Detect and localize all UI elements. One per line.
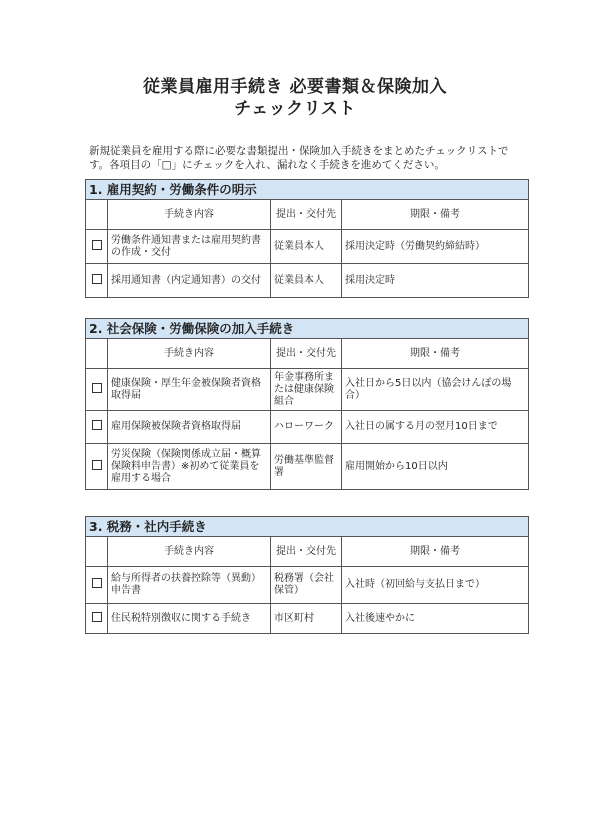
submit-cell: 年金事務所または健康保険組合: [271, 369, 342, 411]
checkbox-column-header: [86, 200, 108, 230]
checkbox[interactable]: [86, 230, 108, 264]
task-cell: 労働条件通知書または雇用契約書の作成・交付: [108, 230, 271, 264]
submit-cell: 従業員本人: [271, 264, 342, 298]
checkbox[interactable]: [86, 264, 108, 298]
deadline-cell: 採用決定時: [342, 264, 529, 298]
submit-cell: 従業員本人: [271, 230, 342, 264]
table-row: [86, 264, 529, 298]
deadline-cell: 入社日の属する月の翌月10日まで: [342, 411, 529, 444]
checkbox[interactable]: [86, 604, 108, 634]
deadline-cell: 入社日から5日以内（協会けんぽの場合）: [342, 369, 529, 411]
checkbox-column-header: [86, 537, 108, 567]
task-cell: 給与所得者の扶養控除等（異動）申告書: [108, 567, 271, 604]
task-cell: 健康保険・厚生年金被保険者資格取得届: [108, 369, 271, 411]
task-cell: 雇用保険被保険者資格取得届: [108, 411, 271, 444]
task-cell: 住民税特別徴収に関する手続き: [108, 604, 271, 634]
deadline-column-header: 期限・備考: [342, 339, 529, 369]
table-row: [86, 567, 529, 604]
task-cell: 採用通知書（内定通知書）の交付: [108, 264, 271, 298]
section-3-table: [85, 516, 529, 634]
submit-column-header: 提出・交付先: [271, 200, 342, 230]
section-2-title: 2. 社会保険・労働保険の加入手続き: [86, 319, 529, 339]
title-line-1: 従業員雇用手続き 必要書類＆保険加入: [143, 77, 447, 97]
intro-line-2: す。各項目の「□」にチェックを入れ、漏れなく手続きを進めてください。: [89, 159, 445, 171]
page-title: [0, 76, 590, 120]
task-column-header: 手続き内容: [108, 537, 271, 567]
checkbox[interactable]: [86, 567, 108, 604]
section-1-title: 1. 雇用契約・労働条件の明示: [86, 180, 529, 200]
submit-cell: 労働基準監督署: [271, 444, 342, 490]
deadline-cell: 採用決定時（労働契約締結時）: [342, 230, 529, 264]
deadline-cell: 雇用開始から10日以内: [342, 444, 529, 490]
submit-column-header: 提出・交付先: [271, 339, 342, 369]
task-column-header: 手続き内容: [108, 339, 271, 369]
checkbox-column-header: [86, 339, 108, 369]
task-column-header: 手続き内容: [108, 200, 271, 230]
submit-cell: ハローワーク: [271, 411, 342, 444]
title-line-2: チェックリスト: [234, 99, 356, 119]
section-1-table: [85, 179, 529, 298]
submit-cell: 市区町村: [271, 604, 342, 634]
section-3-title: 3. 税務・社内手続き: [86, 517, 529, 537]
intro-text: [89, 144, 529, 172]
deadline-column-header: 期限・備考: [342, 537, 529, 567]
checkbox[interactable]: [86, 411, 108, 444]
table-row: [86, 369, 529, 411]
checkbox[interactable]: [86, 369, 108, 411]
intro-line-1: 新規従業員を雇用する際に必要な書類提出・保険加入手続きをまとめたチェックリストで: [89, 145, 509, 157]
deadline-cell: 入社後速やかに: [342, 604, 529, 634]
table-row: [86, 604, 529, 634]
submit-column-header: 提出・交付先: [271, 537, 342, 567]
section-2-table: [85, 318, 529, 490]
task-cell: 労災保険（保険関係成立届・概算保険料申告書）※初めて従業員を雇用する場合: [108, 444, 271, 490]
submit-cell: 税務署（会社保管）: [271, 567, 342, 604]
deadline-cell: 入社時（初回給与支払日まで）: [342, 567, 529, 604]
deadline-column-header: 期限・備考: [342, 200, 529, 230]
table-row: [86, 230, 529, 264]
table-row: [86, 444, 529, 490]
checkbox[interactable]: [86, 444, 108, 490]
table-row: [86, 411, 529, 444]
